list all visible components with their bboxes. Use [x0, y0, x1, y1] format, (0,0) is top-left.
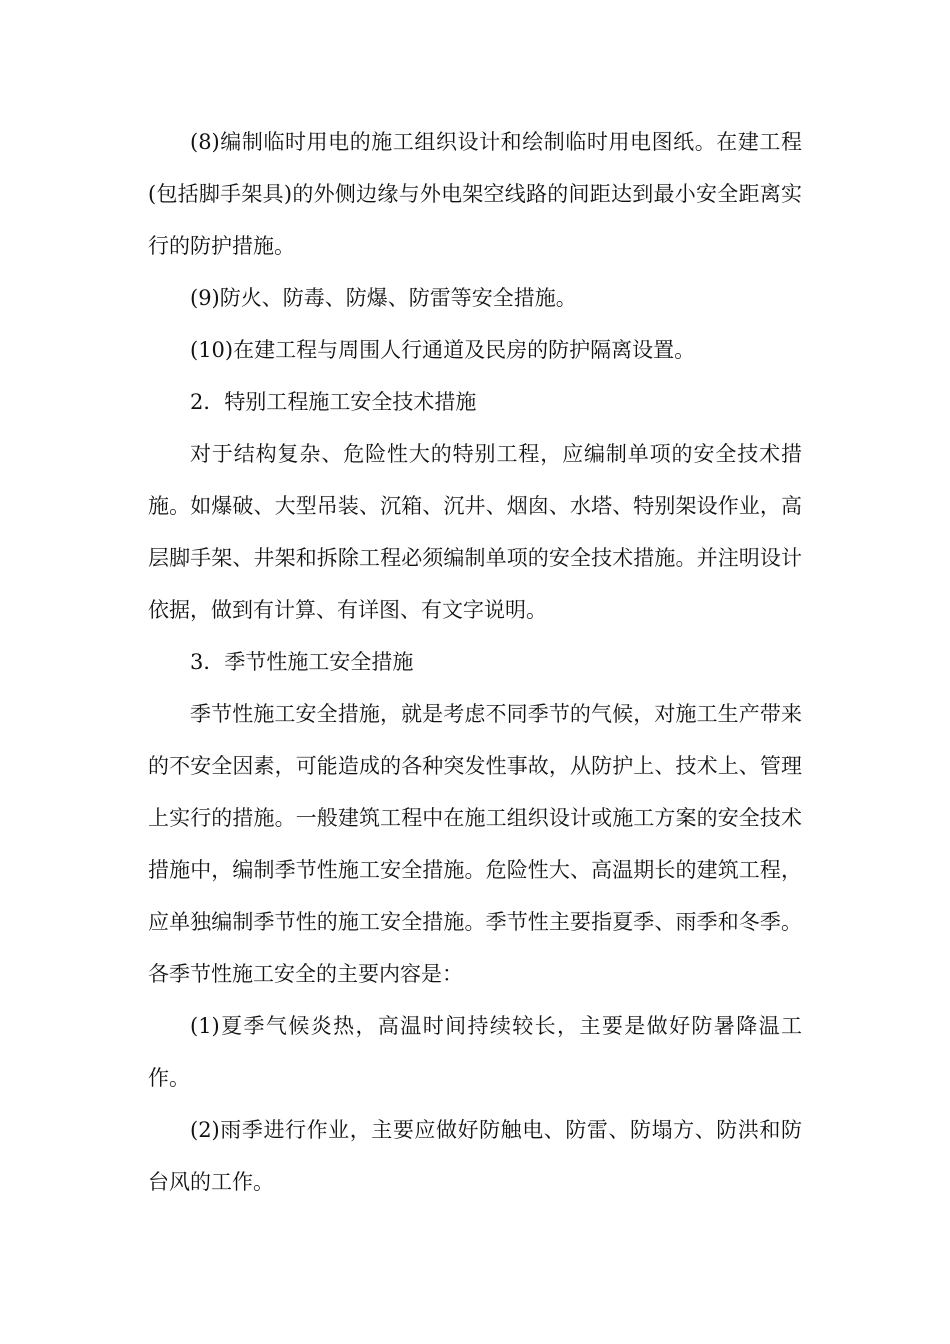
paragraph-item-2-rainy-season: (2)雨季进行作业，主要应做好防触电、防雷、防塌方、防洪和防台风的工作。 [148, 1118, 802, 1194]
paragraph-seasonal-measures: 季节性施工安全措施，就是考虑不同季节的气候，对施工生产带来的不安全因素，可能造成的各种突发性事故，从防护上、技术上、管理上实行的措施。一般建筑工程中在施工组织设计或施工方案的安全技术措施中，编制季节性施工安全措施。危险性大、高温期长的建筑工程，应单独编制季节性的施工安全措施。季节性主要指夏季、雨季和冬季。各季节性施工安全的主要内容是： [148, 702, 802, 986]
paragraph-item-10: (10)在建工程与周围人行通道及民房的防护隔离设置。 [190, 338, 696, 362]
paragraph-item-8: (8)编制临时用电的施工组织设计和绘制临时用电图纸。在建工程(包括脚手架具)的外侧边缘与外电架空线路的间距达到最小安全距离实行的防护措施。 [148, 130, 802, 258]
section-heading-2: 2．特别工程施工安全技术措施 [190, 390, 477, 414]
paragraph-item-1-summer: (1)夏季气候炎热，高温时间持续较长，主要是做好防暑降温工作。 [148, 1014, 802, 1090]
section-heading-3: 3．季节性施工安全措施 [190, 650, 414, 674]
paragraph-item-9: (9)防火、防毒、防爆、防雷等安全措施。 [190, 286, 577, 310]
paragraph-special-projects: 对于结构复杂、危险性大的特别工程，应编制单项的安全技术措施。如爆破、大型吊装、沉箱、沉井、烟囱、水塔、特别架设作业，高层脚手架、井架和拆除工程必须编制单项的安全技术措施。并注明设计依据，做到有计算、有详图、有文字说明。 [148, 442, 802, 622]
document-body [148, 116, 802, 1208]
